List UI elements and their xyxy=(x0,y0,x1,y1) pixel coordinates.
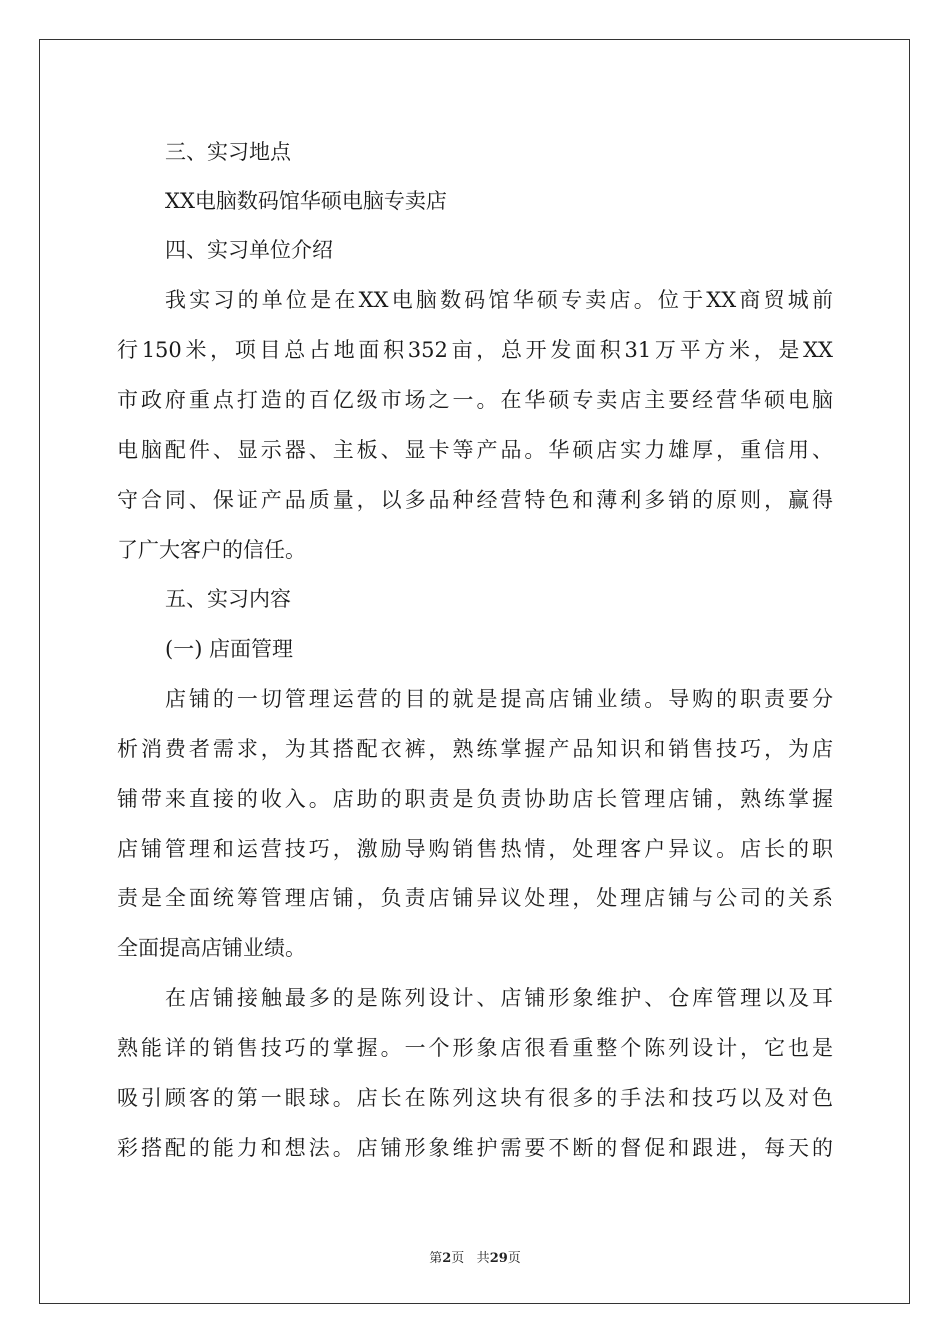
paragraph-line: 电脑配件、显示器、主板、显卡等产品。华硕店实力雄厚，重信用、 xyxy=(117,438,833,462)
paragraph-line: 吸引顾客的第一眼球。店长在陈列这块有很多的手法和技巧以及对色 xyxy=(117,1086,833,1110)
paragraph-line: 店铺的一切管理运营的目的就是提高店铺业绩。导购的职责要分 xyxy=(165,687,833,711)
section-heading-location: 三、实习地点 xyxy=(165,140,291,164)
section-heading-unit-intro: 四、实习单位介绍 xyxy=(165,238,333,262)
paragraph-line: 熟能详的销售技巧的掌握。一个形象店很看重整个陈列设计，它也是 xyxy=(117,1036,833,1060)
paragraph-line: 全面提高店铺业绩。 xyxy=(117,936,306,960)
paragraph-line: 了广大客户的信任。 xyxy=(117,538,306,562)
page-suffix: 页 xyxy=(451,1251,465,1266)
paragraph-line: 市政府重点打造的百亿级市场之一。在华硕专卖店主要经营华硕电脑 xyxy=(117,388,833,412)
paragraph-line: 店铺管理和运营技巧，激励导购销售热情，处理客户异议。店长的职 xyxy=(117,837,833,861)
paragraph-line: 责是全面统筹管理店铺，负责店铺异议处理，处理店铺与公司的关系 xyxy=(117,886,833,910)
location-text: XX电脑数码馆华硕电脑专卖店 xyxy=(165,189,447,213)
subsection-heading-store-management: (一) 店面管理 xyxy=(165,637,294,661)
page-prefix: 第 xyxy=(429,1251,443,1266)
paragraph-line: 析消费者需求，为其搭配衣裤，熟练掌握产品知识和销售技巧，为店 xyxy=(117,737,833,761)
page-number: 2 xyxy=(442,1251,452,1266)
paragraph-line: 彩搭配的能力和想法。店铺形象维护需要不断的督促和跟进，每天的 xyxy=(117,1136,833,1160)
paragraph-line: 行150米，项目总占地面积352亩，总开发面积31万平方米，是XX xyxy=(117,338,833,362)
total-suffix: 页 xyxy=(507,1251,521,1266)
paragraph-line: 守合同、保证产品质量，以多品种经营特色和薄利多销的原则，赢得 xyxy=(117,488,833,512)
paragraph-line: 我实习的单位是在XX电脑数码馆华硕专卖店。位于XX商贸城前 xyxy=(165,288,833,312)
page-footer xyxy=(0,1247,950,1266)
paragraph-line: 铺带来直接的收入。店助的职责是负责协助店长管理店铺，熟练掌握 xyxy=(117,787,833,811)
section-heading-content: 五、实习内容 xyxy=(165,587,291,611)
total-prefix: 共 xyxy=(476,1251,490,1266)
paragraph-line: 在店铺接触最多的是陈列设计、店铺形象维护、仓库管理以及耳 xyxy=(165,986,833,1010)
total-pages: 29 xyxy=(489,1251,508,1266)
